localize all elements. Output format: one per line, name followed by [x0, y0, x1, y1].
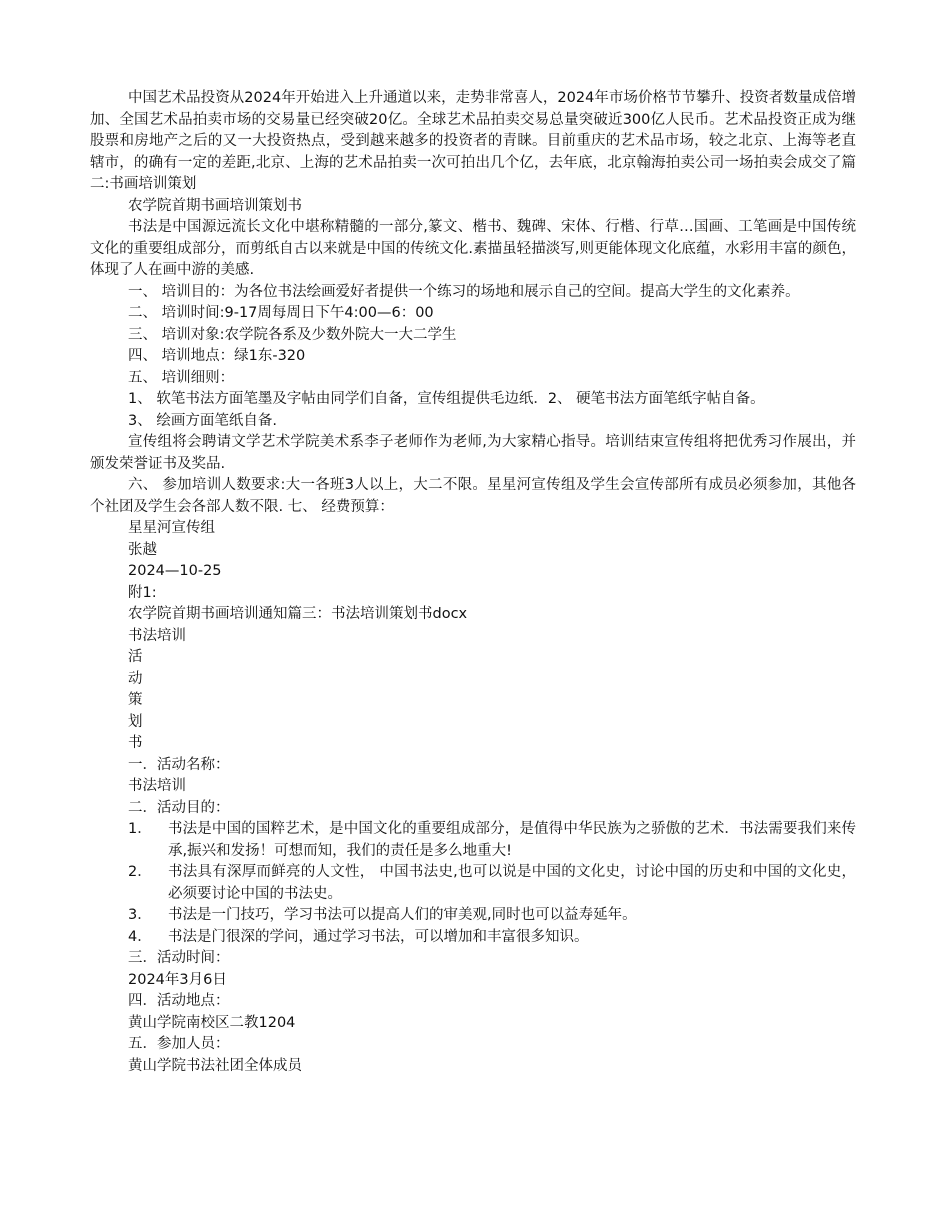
plan-title: 农学院首期书画培训策划书 — [128, 197, 302, 214]
teacher-paragraph: 宣传组将会聘请文学艺术学院美术系李子老师作为老师,为大家精心指导。培训结束宣传组将把优秀习作展出，并颁发荣誉证书及奖品. — [90, 434, 856, 472]
purpose-item — [90, 862, 856, 905]
purpose-item — [90, 905, 856, 927]
author-name: 张越 — [128, 541, 157, 558]
notice-title: 农学院首期书画培训通知篇三：书法培训策划书docx — [128, 606, 468, 622]
training-rule-3: 3、 绘画方面笔纸自备. — [128, 412, 277, 429]
purpose-number: 1． — [128, 821, 152, 837]
attachment-label: 附1: — [128, 584, 157, 601]
vertical-title-line: 书法培训 — [128, 627, 186, 644]
intro-paragraph: 中国艺术品投资从2024年开始进入上升通道以来，走势非常喜人，2024年市场价格节节攀升、投资者数量成倍增加、全国艺术品拍卖市场的交易量已经突破20亿。全球艺术品拍卖交易总量突破近300亿人民币。艺术品投资正成为继股票和房地产之后的又一大投资热点，受到越来越多的投资者的青睐。目前重庆的艺术品市场，较之北京、上海等老直辖市，的确有一定的差距,北京、上海的艺术品拍卖一次可拍出几个亿，去年底，北京翰海拍卖公司一场拍卖会成交了篇二:书画培训策划 — [90, 90, 856, 192]
participant-requirements: 六、 参加培训人数要求:大一各班3人以上，大二不限。星星河宣传组及学生会宣传部所有成员必须参加，其他各个社团及学生会各部人数不限. 七、 经费预算： — [90, 477, 856, 515]
purpose-item — [90, 819, 856, 862]
purpose-number: 4． — [128, 928, 152, 945]
purpose-number: 3． — [128, 907, 152, 923]
section-heading: 一．活动名称： — [128, 756, 230, 773]
training-time: 二、 培训时间:9-17周每周日下午4:00—6：00 — [128, 305, 434, 321]
purpose-number: 2． — [128, 864, 152, 880]
section-value: 2024年3月6日 — [128, 971, 227, 988]
calligraphy-intro-paragraph: 书法是中国源远流长文化中堪称精髓的一部分,篆文、楷书、魏碑、宋体、行楷、行草…国画、工笔画是中国传统文化的重要组成部分，而剪纸自古以来就是中国的传统文化.素描虽轻描淡写,则更能体现文化底蕴，水彩用丰富的颜色，体现了人在画中游的美感. — [90, 219, 856, 278]
purpose-text: 书法是一门技巧，学习书法可以提高人们的审美观,同时也可以益寿延年。 — [168, 907, 637, 923]
training-location: 四、 培训地点：绿1东-320 — [128, 348, 306, 364]
purpose-item — [90, 927, 856, 949]
vertical-title-line: 策 — [128, 692, 143, 708]
vertical-title-line: 活 — [128, 649, 143, 665]
section-heading: 三．活动时间： — [128, 950, 230, 966]
section-heading: 四．活动地点： — [128, 993, 230, 1009]
document-page — [90, 88, 856, 1077]
training-purpose: 一、 培训目的：为各位书法绘画爱好者提供一个练习的场地和展示自己的空间。提高大学生的文化素养。 — [128, 283, 800, 300]
purpose-text: 书法是门很深的学问，通过学习书法，可以增加和丰富很多知识。 — [168, 928, 589, 945]
vertical-title-line: 动 — [128, 670, 143, 687]
training-rules-1-2: 1、 软笔书法方面笔墨及字帖由同学们自备，宣传组提供毛边纸．2、 硬笔书法方面笔纸字帖自备。 — [128, 391, 765, 407]
vertical-title-line: 书 — [128, 735, 143, 751]
section-heading: 五．参加人员： — [128, 1036, 230, 1052]
training-rules-heading: 五、 培训细则： — [128, 369, 235, 386]
training-audience: 三、 培训对象:农学院各系及少数外院大一大二学生 — [128, 326, 457, 343]
section-value: 黄山学院南校区二教1204 — [128, 1014, 296, 1031]
document-date: 2024—10-25 — [128, 563, 222, 579]
purpose-text: 书法具有深厚而鲜亮的人文性， 中国书法史,也可以说是中国的文化史，讨论中国的历史和中国的文化史，必须要讨论中国的书法史。 — [168, 864, 856, 902]
purpose-text: 书法是中国的国粹艺术，是中国文化的重要组成部分，是值得中华民族为之骄傲的艺术．书法需要我们来传承,振兴和发扬！可想而知，我们的责任是多么地重大! — [168, 821, 856, 859]
section-value: 书法培训 — [128, 778, 186, 794]
organizer-name: 星星河宣传组 — [128, 520, 215, 536]
section-value: 黄山学院书法社团全体成员 — [128, 1057, 302, 1074]
section-heading: 二．活动目的： — [128, 799, 230, 816]
vertical-title-line: 划 — [128, 713, 143, 730]
